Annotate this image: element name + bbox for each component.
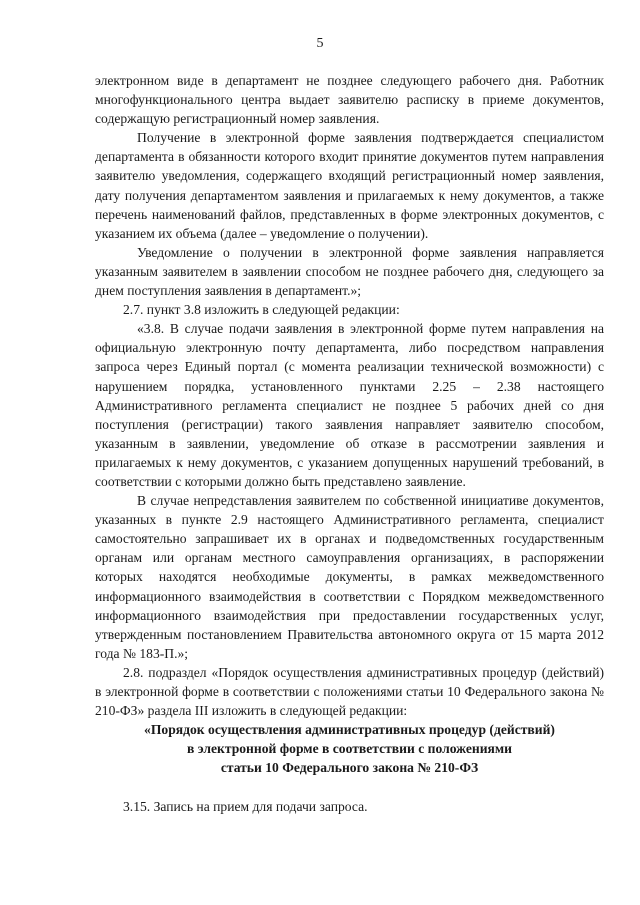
paragraph: Получение в электронной форме заявления подтверждается специалистом департамента в обязанности которого входит принятие документов путем направления заявителю уведомления, содержащего входящий регистрационный номер заявления, дату получения департаментом заявления и прилагаемых к нему документов, а также перечень наименований файлов, представленных в форме электронных документов, с указанием их объема (далее – уведомление о получении). (95, 130, 604, 241)
heading-line: статьи 10 Федерального закона № 210-ФЗ (220, 760, 479, 776)
paragraph: электронном виде в департамент не позднее следующего рабочего дня. Работник многофункционального центра выдает заявителю расписку в приеме документов, содержащую регистрационный номер заявления. (95, 73, 604, 127)
heading-line: в электронной форме в соответствии с положениями (187, 741, 512, 757)
paragraph: В случае непредставления заявителем по собственной инициативе документов, указанных в пункте 2.9 настоящего Административного регламента, специалист самостоятельно запрашивает их в органах и подведомственных государственным органам или органам местного самоуправления организациях, в распоряжении которых находятся необходимые документы, в рамках межведомственного информационного взаимодействия в соответствии с Порядком межведомственного информационного взаимодействия при предоставлении государственных услуг, утвержденным постановлением Правительства автономного округа от 15 марта 2012 года № 183-П.»; (95, 493, 604, 661)
page-number: 5 (316, 36, 324, 51)
document-body (95, 71, 604, 817)
paragraph: «3.8. В случае подачи заявления в электронной форме путем направления на официальную электронную почту департамента, либо посредством направления запроса через Единый портал (с момента реализации технической возможности) с нарушением порядка, установленного пунктами 2.25 – 2.38 настоящего Административного регламента специалист не позднее 5 рабочих дней со дня поступления (регистрации) такого заявления направляет заявителю способом, указанным в заявлении, уведомление об отказе в рассмотрении заявления и прилагаемых к нему документов, с указанием допущенных нарушений требований, в соответствии с которыми должно быть представлено заявление. (95, 321, 604, 489)
paragraph: 2.7. пункт 3.8 изложить в следующей редакции: (123, 302, 400, 318)
paragraph: 2.8. подраздел «Порядок осуществления административных процедур (действий) в электронной форме в соответствии с положениями статьи 10 Федерального закона № 210-ФЗ» раздела III изложить в следующей редакции: (95, 664, 604, 719)
paragraph: 3.15. Запись на прием для подачи запроса. (123, 799, 368, 815)
paragraph: Уведомление о получении в электронной форме заявления направляется указанным заявителем в заявлении способом не позднее рабочего дня, следующего за днем поступления заявления в департамент.»; (95, 244, 604, 299)
spacer (95, 777, 604, 797)
heading-line: «Порядок осуществления административных процедур (действий) (144, 722, 555, 738)
section-heading (95, 720, 604, 777)
